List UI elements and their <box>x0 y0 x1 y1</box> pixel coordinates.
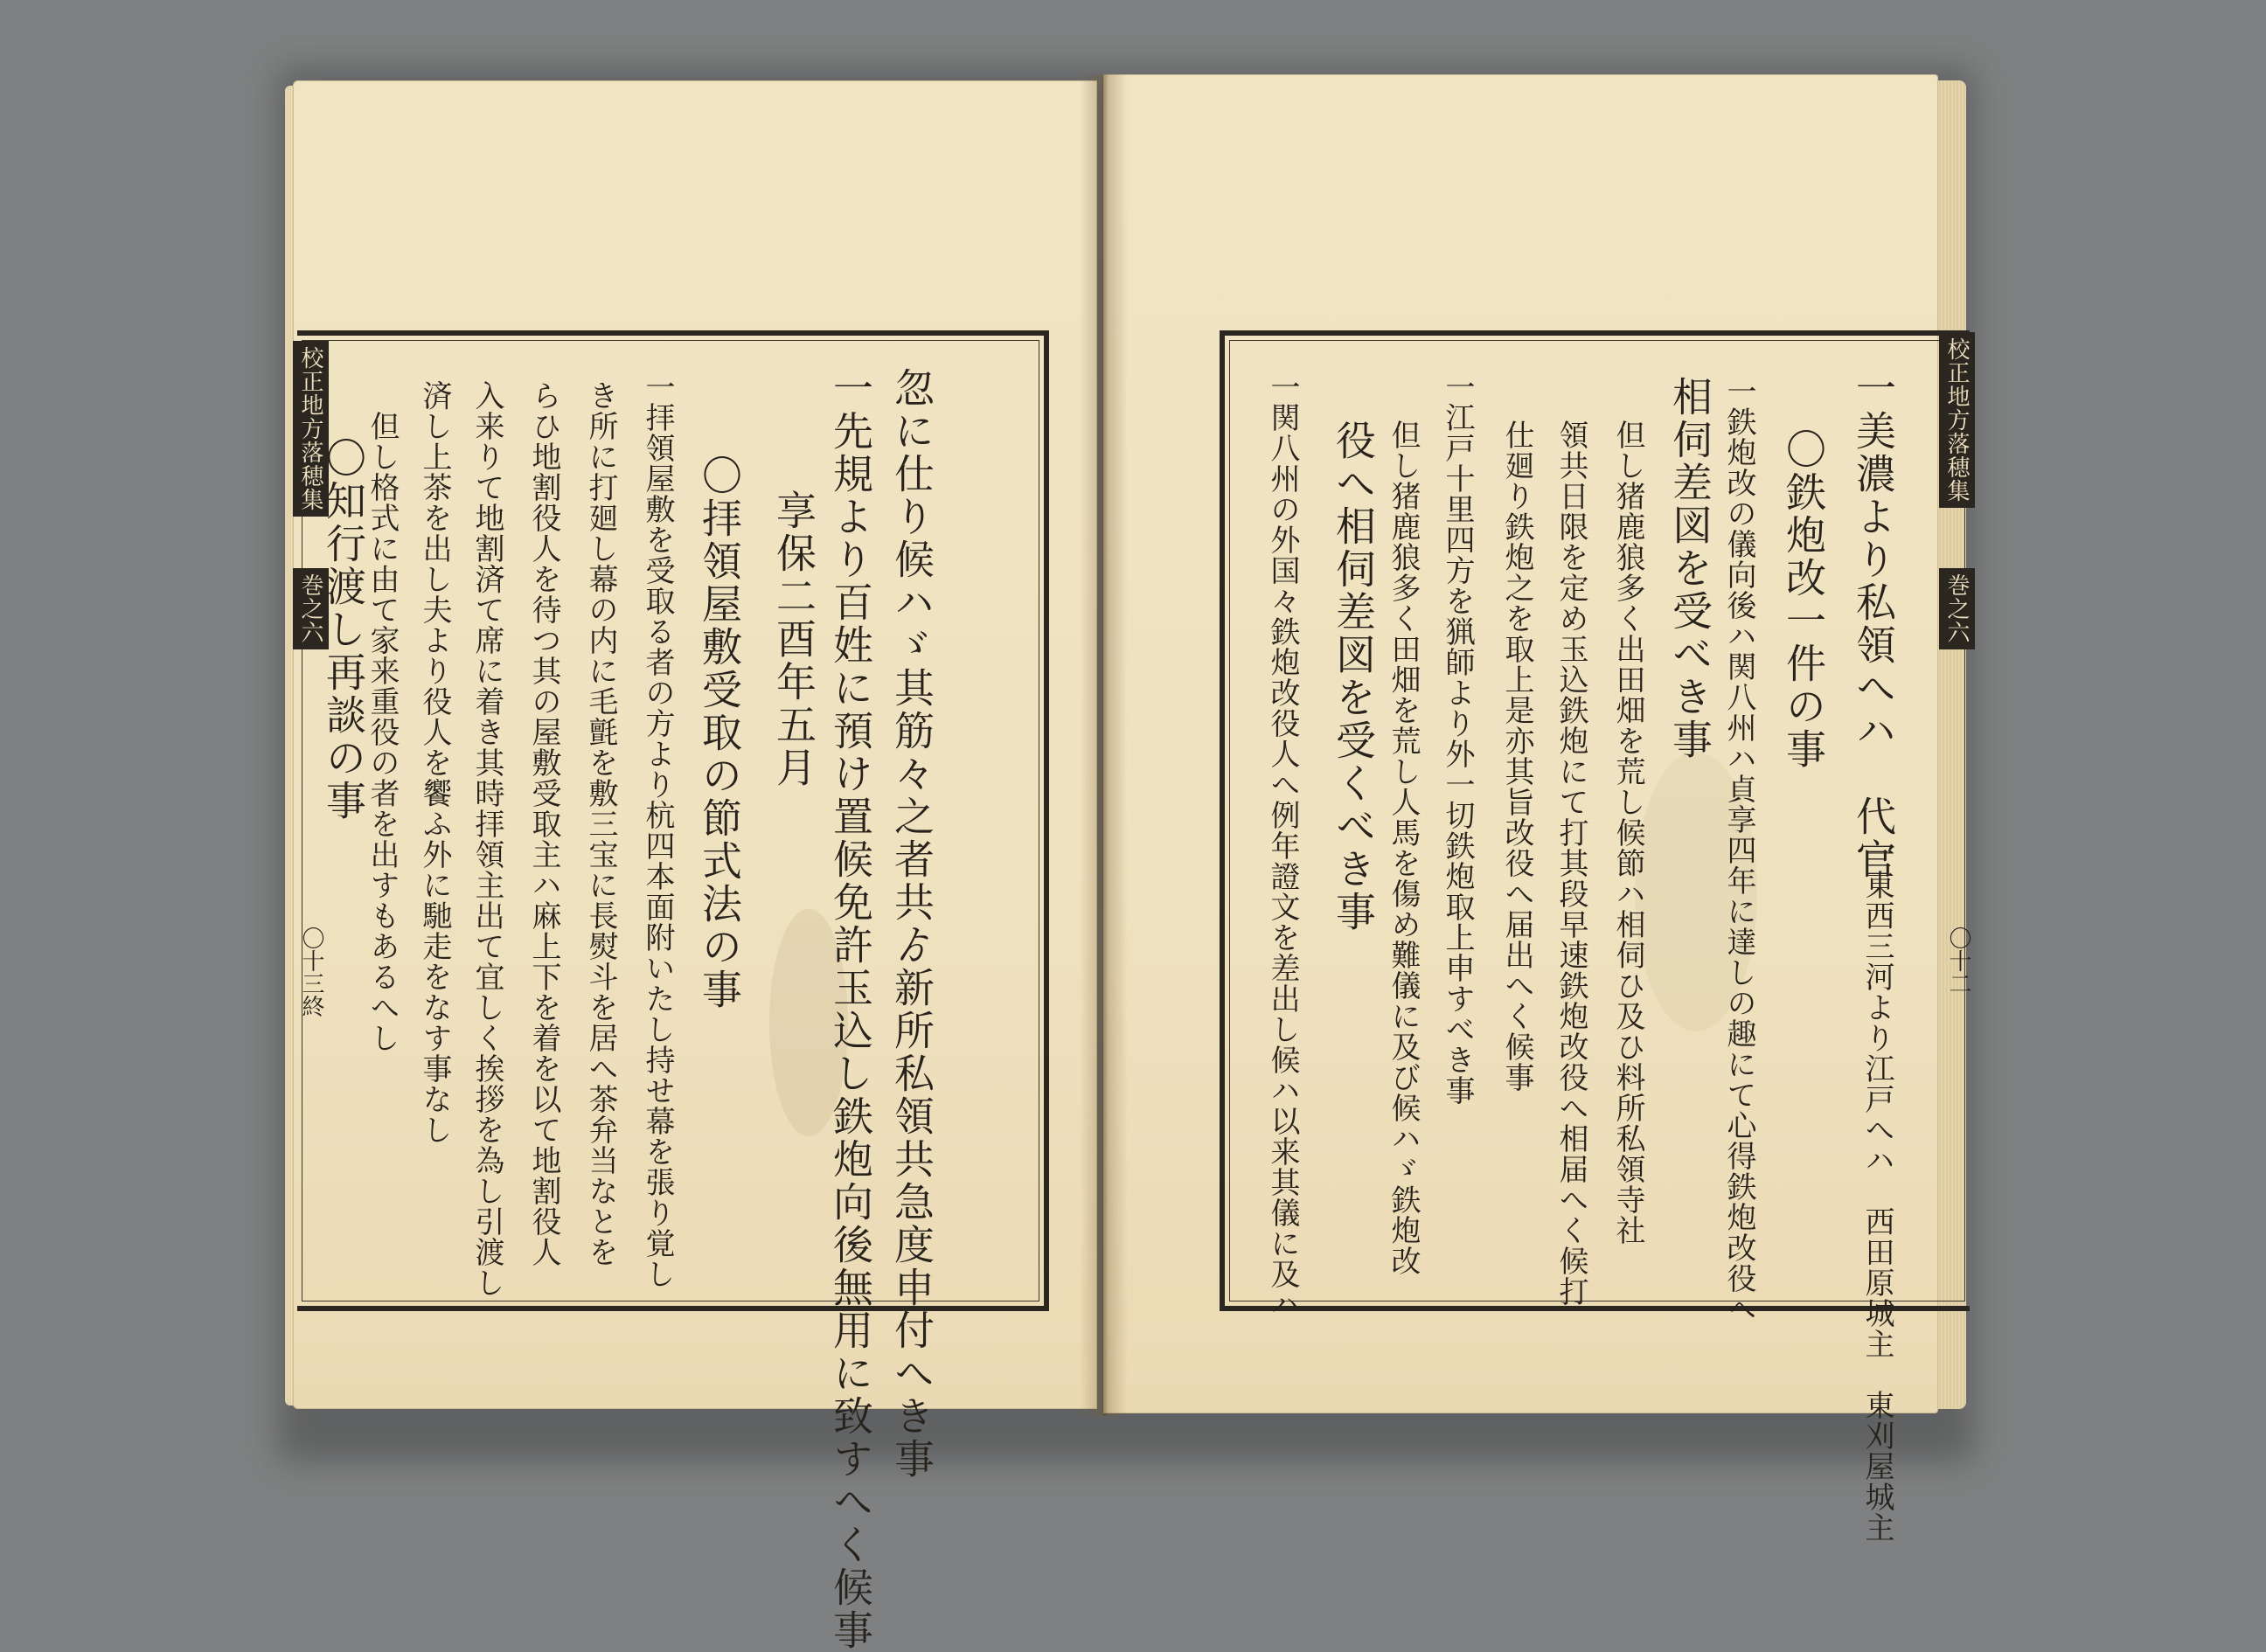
right-text-column: 役へ相伺差図を受くべき事 <box>1330 420 1377 934</box>
right-text-column: 相伺差図を受べき事 <box>1666 376 1713 761</box>
right-text-column: 一美濃より私領へハ 代官 <box>1850 367 1897 881</box>
right-text-column: 一関八州の外国々鉄炮改役人へ例年證文を差出し候ハ以来其儀に及ハ <box>1265 371 1300 1320</box>
left-margin-title: 校正地方落穂集 <box>293 341 329 517</box>
right-text-column: 但し猪鹿狼多く出田畑を荒し候節ハ相伺ひ及ひ料所私領寺社 <box>1610 420 1645 1246</box>
right-margin-title: 校正地方落穂集 <box>1939 332 1975 508</box>
right-text-column: 仕廻り鉄炮之を取上是亦其旨改役へ届出へく候事 <box>1499 420 1534 1093</box>
right-text-column: 但し猪鹿狼多く田畑を荒し人馬を傷め難儀に及び候ハゞ鉄炮改 <box>1386 420 1421 1276</box>
right-text-column: 一東西三河より江戸へハ 西田原城主 東刈屋城主 <box>1859 839 1894 1543</box>
left-section-heading: 〇知行渡し再談の事 <box>320 437 367 823</box>
left-text-column: 忽に仕り候ハゞ其筋々之者共ゟ新所私領共急度申付へき事 <box>888 367 935 1481</box>
left-margin-volume: 巻之六 <box>293 568 329 649</box>
left-text-column: らひ地割役人を待つ其の屋敷受取主ハ麻上下を着を以て地割役人 <box>526 380 561 1267</box>
left-text-column: 入来りて地割済て席に着き其時拝領主出て宜しく挨拶を為し引渡し <box>469 380 504 1298</box>
left-text-column: 一先規より百姓に預け置候免許玉込し鉄炮向後無用に致すへく候事 <box>827 367 874 1652</box>
left-text-column: 一拝領屋敷を受取る者の方より杭四本面附いたし持せ幕を張り覚し <box>640 371 675 1289</box>
book-gutter <box>1080 74 1128 1416</box>
left-margin-page-number: 〇十三終 <box>298 927 324 1017</box>
left-text-column: き所に打廻し幕の内に毛氈を敷三宝に長熨斗を居へ茶弁当なとを <box>583 380 618 1267</box>
left-text-column: 済し上茶を出し夫より役人を饗ふ外に馳走をなす事なし <box>417 380 452 1145</box>
right-margin-volume: 巻之六 <box>1939 568 1975 649</box>
left-text-column: 但し格式に由て家来重役の者を出すもあるへし <box>365 411 400 1053</box>
right-text-column: 一江戸十里四方を猟師より外一切鉄炮取上申すべき事 <box>1440 371 1475 1106</box>
right-text-column: 領共日限を定め玉込鉄炮にて打其段早速鉄炮改役へ相届へく候打 <box>1554 420 1588 1307</box>
right-section-heading: 〇鉄炮改一件の事 <box>1780 428 1827 771</box>
left-date-line: 享保二酉年五月 <box>770 489 817 789</box>
left-section-heading: 〇拝領屋敷受取の節式法の事 <box>696 455 743 1011</box>
right-margin-page-number: 〇十二 <box>1945 927 1971 995</box>
right-text-column: 一鉄炮改の儀向後ハ関八州ハ貞享四年に達しの趣にて心得鉄炮改役へ <box>1721 376 1756 1324</box>
